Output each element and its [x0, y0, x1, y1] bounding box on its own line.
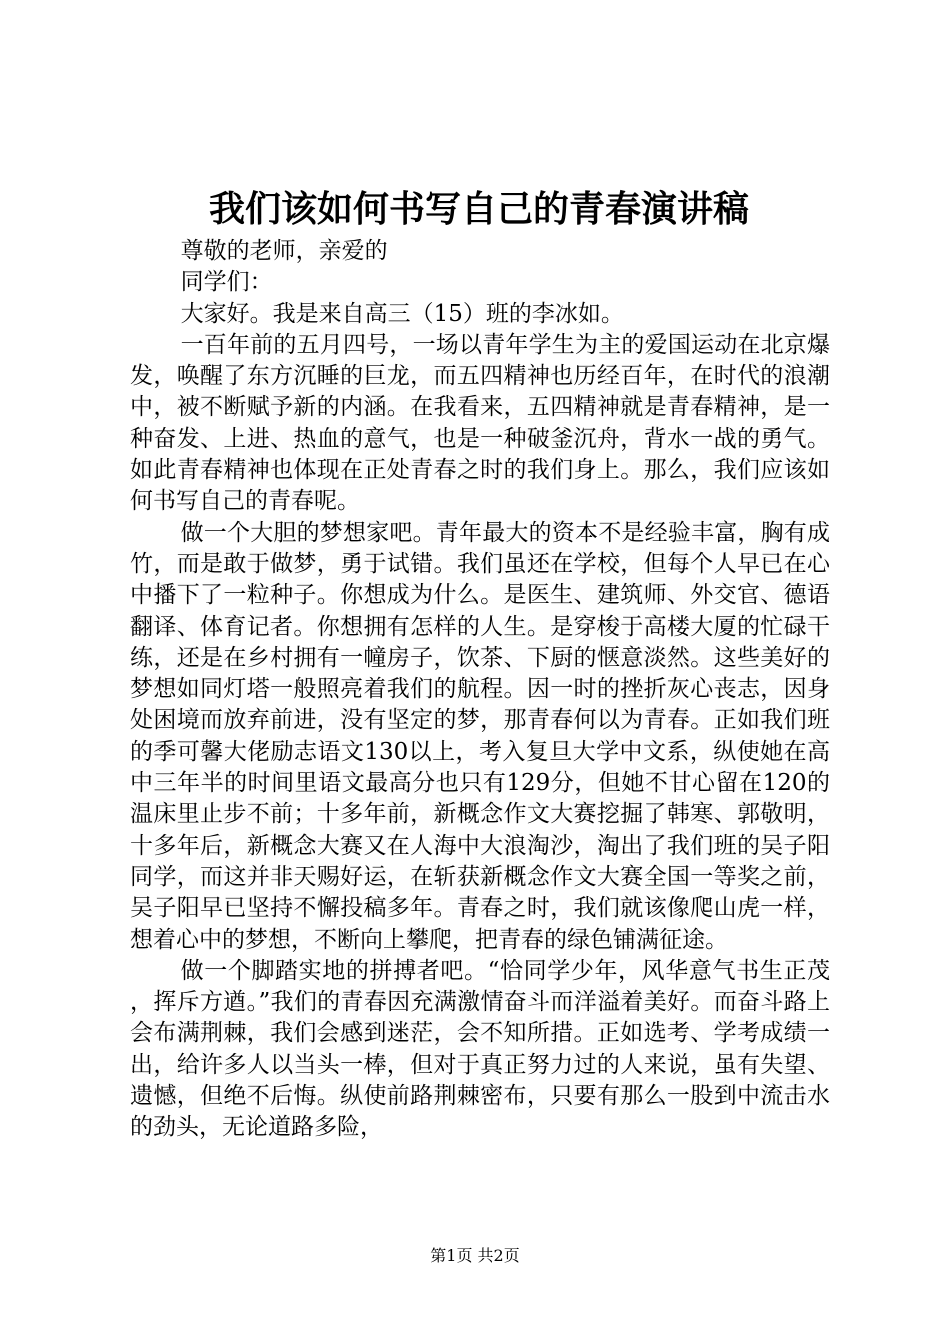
paragraph-salutation-continued: 同学们：	[180, 269, 273, 296]
paragraph-greeting: 大家好。我是来自高三（15）班的李冰如。	[180, 300, 624, 327]
paragraph-striver: 做一个脚踏实地的拼搏者吧。“恰同学少年，风华意气书生正茂，挥斥方遒。”我们的青春因充满激情奋斗而洋溢着美好。而奋斗路上会布满荆棘，我们会感到迷茫，会不知所措。正如选考、学考成绩一出，给许多人以当头一棒，但对于真正努力过的人来说，虽有失望、遗憾，但绝不后悔。纵使前路荆棘密布，只要有那么一股到中流击水的劲头，无论道路多险，	[130, 957, 830, 1141]
document-body	[130, 236, 830, 1144]
paragraph-salutation: 尊敬的老师，亲爱的	[180, 238, 388, 264]
paragraph-may-fourth: 一百年前的五月四号，一场以青年学生为主的爱国运动在北京爆发，唤醒了东方沉睡的巨龙，而五四精神也历经百年，在时代的浪潮中，被不断赋予新的内涵。在我看来，五四精神就是青春精神，是一种奋发、上进、热血的意气，也是一种破釜沉舟，背水一战的勇气。如此青春精神也体现在正处青春之时的我们身上。那么，我们应该如何书写自己的青春呢。	[130, 331, 830, 515]
page-footer: 第1页 共2页	[430, 1246, 520, 1265]
paragraph-dreamer: 做一个大胆的梦想家吧。青年最大的资本不是经验丰富，胸有成竹，而是敢于做梦，勇于试错。我们虽还在学校，但每个人早已在心中播下了一粒种子。你想成为什么。是医生、建筑师、外交官、德语翻译、体育记者。你想拥有怎样的人生。是穿梭于高楼大厦的忙碌干练，还是在乡村拥有一幢房子，饮茶、下厨的惬意淡然。这些美好的梦想如同灯塔一般照亮着我们的航程。因一时的挫折灰心丧志，因身处困境而放弃前进，没有坚定的梦，那青春何以为青春。正如我们班的季可馨大佬励志语文130以上，考入复旦大学中文系，纵使她在高中三年半的时间里语文最高分也只有129分，但她不甘心留在120的温床里止步不前；十多年前，新概念作文大赛挖掘了韩寒、郭敬明，十多年后，新概念大赛又在人海中大浪淘沙，淘出了我们班的吴子阳同学，而这并非天赐好运，在斩获新概念作文大赛全国一等奖之前，吴子阳早已坚持不懈投稿多年。青春之时，我们就该像爬山虎一样，想着心中的梦想，不断向上攀爬，把青春的绿色铺满征途。	[130, 519, 830, 953]
document-title: 我们该如何书写自己的青春演讲稿	[208, 188, 749, 230]
